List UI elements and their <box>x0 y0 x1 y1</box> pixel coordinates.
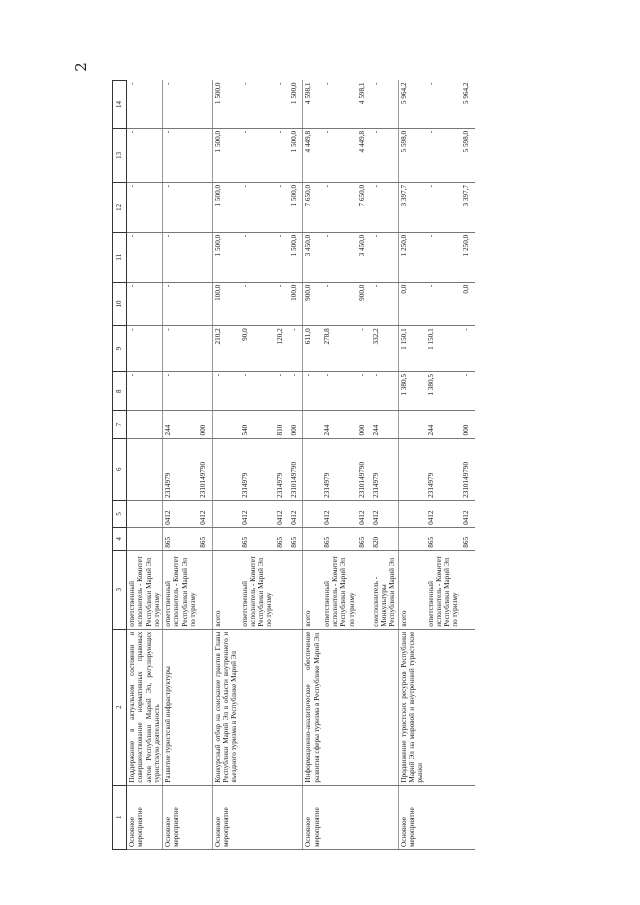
year-2019-cell <box>198 81 212 129</box>
year-2017-cell: - <box>275 182 289 232</box>
year-2013-cell <box>198 372 212 411</box>
target-article-cell <box>127 438 163 500</box>
year-2013-cell: - <box>212 372 239 411</box>
expense-type-cell <box>398 411 425 438</box>
expense-type-cell: 000 <box>461 411 475 438</box>
year-2014-cell: 120,2 <box>275 326 289 372</box>
grbs-cell: 865 <box>461 527 475 550</box>
header-cell: 14 <box>113 81 127 129</box>
expense-type-cell: 540 <box>240 411 275 438</box>
target-article-cell: 2314979 <box>275 438 289 500</box>
activity-type-cell <box>426 785 461 849</box>
section-cell <box>398 500 425 527</box>
year-2014-cell: 90,0 <box>240 326 275 372</box>
year-2018-cell: - <box>240 128 275 182</box>
year-2019-cell: 1 500,0 <box>289 81 303 129</box>
header-cell: 6 <box>113 438 127 500</box>
executor-cell: ответственный исполнитель - Комитет Республики Марий Эл по туризму <box>240 550 275 629</box>
grbs-cell: 865 <box>198 527 212 550</box>
year-2015-cell: 900,0 <box>357 282 371 326</box>
year-2015-cell: - <box>426 282 461 326</box>
table-row <box>212 81 239 850</box>
section-cell: 0412 <box>289 500 303 527</box>
target-article-cell: 2310149790 <box>198 438 212 500</box>
table-row <box>240 81 275 850</box>
table-row <box>198 81 212 850</box>
year-2015-cell: 100,0 <box>289 282 303 326</box>
year-2016-cell: - <box>371 232 398 282</box>
year-2016-cell: - <box>127 232 163 282</box>
year-2013-cell: - <box>461 372 475 411</box>
year-2019-cell: - <box>163 81 199 129</box>
year-2015-cell: - <box>240 282 275 326</box>
section-cell: 0412 <box>371 500 398 527</box>
grbs-cell: 865 <box>289 527 303 550</box>
year-2015-cell: - <box>322 282 357 326</box>
table-row <box>371 81 398 850</box>
year-2019-cell: - <box>322 81 357 129</box>
activity-type-cell <box>240 785 275 849</box>
target-article-cell <box>212 438 239 500</box>
activity-name-cell <box>322 629 357 785</box>
expense-type-cell <box>127 411 163 438</box>
grbs-cell: 865 <box>322 527 357 550</box>
year-2019-cell: - <box>426 81 461 129</box>
year-2015-cell: - <box>371 282 398 326</box>
table-row <box>357 81 371 850</box>
year-2014-cell: - <box>357 326 371 372</box>
expense-type-cell <box>303 411 322 438</box>
table-row <box>322 81 357 850</box>
year-2018-cell: - <box>163 128 199 182</box>
executor-cell: всего <box>303 550 322 629</box>
year-2013-cell: - <box>275 372 289 411</box>
year-2013-cell: - <box>371 372 398 411</box>
activity-name-cell <box>461 629 475 785</box>
header-cell: 2 <box>113 629 127 785</box>
expense-type-cell: 000 <box>198 411 212 438</box>
year-2016-cell: - <box>322 232 357 282</box>
target-article-cell: 2314979 <box>322 438 357 500</box>
year-2019-cell: 4 598,1 <box>357 81 371 129</box>
year-2015-cell: 900,0 <box>303 282 322 326</box>
year-2019-cell: - <box>371 81 398 129</box>
year-2017-cell: 7 650,0 <box>357 182 371 232</box>
activity-name-cell <box>275 629 289 785</box>
expense-type-cell: 244 <box>426 411 461 438</box>
grbs-cell: 820 <box>371 527 398 550</box>
year-2013-cell: - <box>240 372 275 411</box>
year-2013-cell: - <box>357 372 371 411</box>
header-cell: 1 <box>113 785 127 849</box>
expense-type-cell: 000 <box>289 411 303 438</box>
year-2014-cell: - <box>289 326 303 372</box>
activity-name-cell: Продвижение туристских ресурсов Республики Марий Эл на мировой и внутренний туристские рынки <box>398 629 425 785</box>
header-cell: 12 <box>113 182 127 232</box>
header-cell: 9 <box>113 326 127 372</box>
activity-type-cell <box>357 785 371 849</box>
year-2014-cell: - <box>163 326 199 372</box>
target-article-cell <box>398 438 425 500</box>
table-row <box>127 81 163 850</box>
activity-name-cell <box>240 629 275 785</box>
table-row <box>398 81 425 850</box>
year-2018-cell: 4 449,8 <box>303 128 322 182</box>
section-cell: 0412 <box>240 500 275 527</box>
header-cell: 10 <box>113 282 127 326</box>
executor-cell: ответственный исполнитель - Комитет Республики Марий Эл по туризму <box>426 550 461 629</box>
year-2018-cell <box>198 128 212 182</box>
section-cell: 0412 <box>198 500 212 527</box>
target-article-cell <box>303 438 322 500</box>
executor-cell: ответственный исполнитель - Комитет Республики Марий Эл по туризму <box>127 550 163 629</box>
year-2014-cell <box>198 326 212 372</box>
activity-type-cell: Основное мероприятие <box>127 785 163 849</box>
activity-name-cell <box>198 629 212 785</box>
table-row <box>303 81 322 850</box>
year-2017-cell: 3 397,7 <box>398 182 425 232</box>
year-2014-cell: 210,2 <box>212 326 239 372</box>
year-2018-cell: - <box>426 128 461 182</box>
year-2014-cell: 332,2 <box>371 326 398 372</box>
activity-type-cell <box>198 785 212 849</box>
table-row <box>163 81 199 850</box>
year-2015-cell: - <box>275 282 289 326</box>
activity-type-cell: Основное мероприятие <box>303 785 322 849</box>
year-2016-cell: - <box>163 232 199 282</box>
header-cell: 7 <box>113 411 127 438</box>
year-2013-cell: 1 380,5 <box>426 372 461 411</box>
year-2018-cell: 1 500,0 <box>212 128 239 182</box>
year-2018-cell: 1 500,0 <box>289 128 303 182</box>
target-article-cell: 2314979 <box>163 438 199 500</box>
header-cell: 3 <box>113 550 127 629</box>
executor-cell <box>289 550 303 629</box>
table-header-row <box>113 81 127 850</box>
activity-type-cell <box>289 785 303 849</box>
year-2016-cell: - <box>426 232 461 282</box>
year-2013-cell: - <box>127 372 163 411</box>
table-row <box>426 81 461 850</box>
year-2014-cell: 1 150,1 <box>426 326 461 372</box>
expense-type-cell: 244 <box>322 411 357 438</box>
activity-name-cell <box>371 629 398 785</box>
executor-cell <box>275 550 289 629</box>
target-article-cell: 2310149790 <box>357 438 371 500</box>
header-cell: 13 <box>113 128 127 182</box>
year-2018-cell: 4 449,8 <box>357 128 371 182</box>
grbs-cell: 865 <box>357 527 371 550</box>
budget-table <box>112 80 475 850</box>
table-body <box>127 81 475 850</box>
year-2019-cell: 1 500,0 <box>212 81 239 129</box>
year-2016-cell: 1 500,0 <box>212 232 239 282</box>
year-2016-cell: 1 250,0 <box>461 232 475 282</box>
year-2018-cell: - <box>322 128 357 182</box>
grbs-cell <box>212 527 239 550</box>
year-2015-cell: 0,0 <box>398 282 425 326</box>
year-2014-cell: - <box>461 326 475 372</box>
activity-name-cell: Конкурсный отбор на соискание грантов Главы Республики Марий Эл в области внутреннего и въездного туризма в Республике Марий Эл <box>212 629 239 785</box>
expense-type-cell: 000 <box>357 411 371 438</box>
activity-type-cell <box>461 785 475 849</box>
year-2013-cell: - <box>163 372 199 411</box>
year-2015-cell: 100,0 <box>212 282 239 326</box>
header-cell: 5 <box>113 500 127 527</box>
table-row <box>289 81 303 850</box>
header-cell: 8 <box>113 372 127 411</box>
year-2014-cell: - <box>127 326 163 372</box>
year-2013-cell: - <box>303 372 322 411</box>
year-2018-cell: 5 598,0 <box>461 128 475 182</box>
page-number: 2 <box>71 62 90 72</box>
expense-type-cell: 244 <box>163 411 199 438</box>
section-cell <box>127 500 163 527</box>
section-cell: 0412 <box>163 500 199 527</box>
expense-type-cell: 810 <box>275 411 289 438</box>
expense-type-cell: 244 <box>371 411 398 438</box>
year-2013-cell: - <box>289 372 303 411</box>
header-cell: 11 <box>113 232 127 282</box>
year-2017-cell: 7 650,0 <box>303 182 322 232</box>
year-2017-cell: - <box>322 182 357 232</box>
year-2014-cell: 1 150,1 <box>398 326 425 372</box>
target-article-cell: 2314979 <box>240 438 275 500</box>
year-2017-cell: 1 500,0 <box>289 182 303 232</box>
table-row <box>275 81 289 850</box>
activity-type-cell: Основное мероприятие <box>398 785 425 849</box>
header-cell: 4 <box>113 527 127 550</box>
rotated-table-wrapper <box>112 80 612 850</box>
grbs-cell <box>398 527 425 550</box>
year-2014-cell: 611,0 <box>303 326 322 372</box>
executor-cell: ответственный исполнитель - Комитет Республики Марий Эл по туризму <box>322 550 357 629</box>
year-2019-cell: 4 598,1 <box>303 81 322 129</box>
year-2019-cell: - <box>275 81 289 129</box>
year-2019-cell: - <box>127 81 163 129</box>
activity-name-cell: Развитие туристской инфраструктуры <box>163 629 199 785</box>
grbs-cell: 865 <box>275 527 289 550</box>
section-cell: 0412 <box>461 500 475 527</box>
year-2016-cell: 3 450,0 <box>303 232 322 282</box>
year-2017-cell: - <box>240 182 275 232</box>
expense-type-cell <box>212 411 239 438</box>
grbs-cell <box>303 527 322 550</box>
executor-cell <box>198 550 212 629</box>
year-2015-cell: 0,0 <box>461 282 475 326</box>
section-cell: 0412 <box>322 500 357 527</box>
activity-type-cell: Основное мероприятие <box>163 785 199 849</box>
section-cell: 0412 <box>275 500 289 527</box>
activity-name-cell <box>357 629 371 785</box>
year-2014-cell: 278,8 <box>322 326 357 372</box>
year-2018-cell: - <box>371 128 398 182</box>
year-2015-cell <box>198 282 212 326</box>
executor-cell: всего <box>398 550 425 629</box>
target-article-cell: 2314979 <box>371 438 398 500</box>
year-2018-cell: 5 598,0 <box>398 128 425 182</box>
section-cell <box>303 500 322 527</box>
year-2016-cell: - <box>275 232 289 282</box>
year-2013-cell: 1 380,5 <box>398 372 425 411</box>
year-2019-cell: 5 964,2 <box>398 81 425 129</box>
target-article-cell: 2310149790 <box>289 438 303 500</box>
grbs-cell: 865 <box>426 527 461 550</box>
executor-cell <box>461 550 475 629</box>
grbs-cell: 865 <box>163 527 199 550</box>
activity-name-cell: Информационно-аналитическое обеспечение развития сферы туризма в Республике Марий Эл <box>303 629 322 785</box>
executor-cell: соисполнитель - Минкультуры Республики Марий Эл <box>371 550 398 629</box>
year-2017-cell: - <box>426 182 461 232</box>
table-row <box>461 81 475 850</box>
activity-type-cell <box>275 785 289 849</box>
year-2018-cell: - <box>275 128 289 182</box>
executor-cell: всего <box>212 550 239 629</box>
executor-cell <box>357 550 371 629</box>
year-2017-cell: 1 500,0 <box>212 182 239 232</box>
target-article-cell: 2314979 <box>426 438 461 500</box>
target-article-cell: 2310149790 <box>461 438 475 500</box>
year-2019-cell: 5 964,2 <box>461 81 475 129</box>
executor-cell: ответственный исполнитель - Комитет Республики Марий Эл по туризму <box>163 550 199 629</box>
year-2016-cell: 1 250,0 <box>398 232 425 282</box>
activity-type-cell <box>322 785 357 849</box>
activity-name-cell: Поддержание в актуальном состоянии и совершенствование нормативных правовых актов Республики Марий Эл, регулирующих туристскую деятельность <box>127 629 163 785</box>
year-2016-cell <box>198 232 212 282</box>
grbs-cell <box>127 527 163 550</box>
section-cell: 0412 <box>426 500 461 527</box>
year-2016-cell: 3 450,0 <box>357 232 371 282</box>
activity-type-cell <box>371 785 398 849</box>
year-2017-cell: - <box>371 182 398 232</box>
year-2013-cell: - <box>322 372 357 411</box>
year-2017-cell: - <box>163 182 199 232</box>
year-2017-cell: - <box>127 182 163 232</box>
year-2015-cell: - <box>163 282 199 326</box>
section-cell: 0412 <box>357 500 371 527</box>
year-2019-cell: - <box>240 81 275 129</box>
year-2015-cell: - <box>127 282 163 326</box>
activity-name-cell <box>426 629 461 785</box>
activity-type-cell: Основное мероприятие <box>212 785 239 849</box>
year-2018-cell: - <box>127 128 163 182</box>
year-2016-cell: - <box>240 232 275 282</box>
section-cell <box>212 500 239 527</box>
year-2016-cell: 1 500,0 <box>289 232 303 282</box>
year-2017-cell: 3 397,7 <box>461 182 475 232</box>
grbs-cell: 865 <box>240 527 275 550</box>
year-2017-cell <box>198 182 212 232</box>
activity-name-cell <box>289 629 303 785</box>
